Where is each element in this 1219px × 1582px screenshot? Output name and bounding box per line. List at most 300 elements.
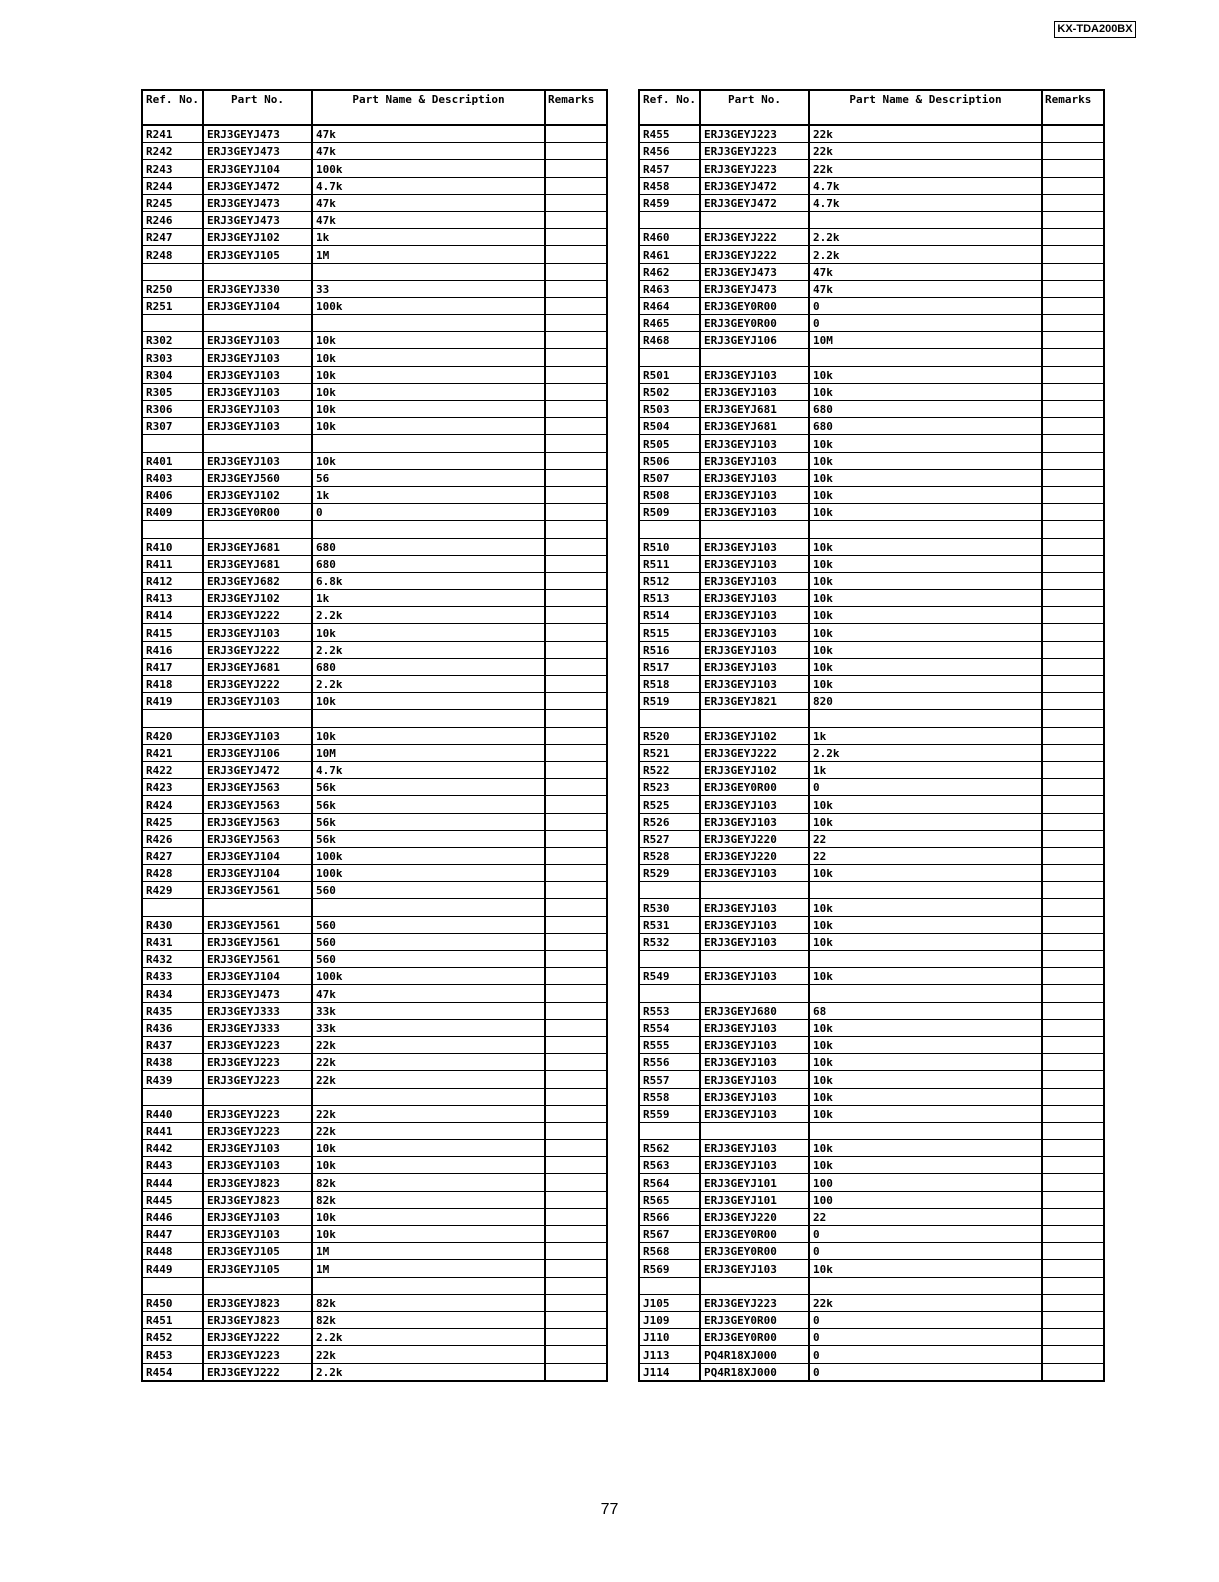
cell-remarks — [545, 985, 607, 1002]
cell-ref-no: R508 — [639, 486, 700, 503]
cell-description: 680 — [312, 658, 545, 675]
cell-description — [312, 435, 545, 452]
cell-ref-no — [639, 1122, 700, 1139]
cell-description: 10k — [312, 418, 545, 435]
cell-remarks — [1042, 624, 1104, 641]
cell-description: 1k — [809, 727, 1042, 744]
cell-remarks — [1042, 383, 1104, 400]
cell-part-no: ERJ3GEY0R00 — [700, 1311, 809, 1328]
cell-ref-no: R566 — [639, 1208, 700, 1225]
table-row — [142, 658, 607, 675]
cell-description: 4.7k — [809, 177, 1042, 194]
cell-remarks — [545, 1191, 607, 1208]
cell-part-no: ERJ3GEYJ103 — [203, 1157, 312, 1174]
cell-remarks — [545, 229, 607, 246]
cell-description: 2.2k — [312, 1329, 545, 1346]
cell-description: 22k — [809, 1294, 1042, 1311]
cell-description: 56k — [312, 796, 545, 813]
table-row — [142, 332, 607, 349]
cell-remarks — [545, 1226, 607, 1243]
cell-description: 10k — [809, 624, 1042, 641]
cell-part-no: ERJ3GEYJ103 — [203, 624, 312, 641]
cell-remarks — [545, 349, 607, 366]
cell-part-no: ERJ3GEYJ103 — [700, 1071, 809, 1088]
table-header-row — [639, 90, 1104, 125]
cell-description: 10k — [809, 658, 1042, 675]
cell-description: 560 — [312, 951, 545, 968]
table-row — [639, 1071, 1104, 1088]
cell-part-no: PQ4R18XJ000 — [700, 1363, 809, 1381]
cell-ref-no: R516 — [639, 641, 700, 658]
cell-part-no — [700, 985, 809, 1002]
cell-description: 560 — [312, 933, 545, 950]
cell-remarks — [1042, 1036, 1104, 1053]
cell-part-no: ERJ3GEYJ682 — [203, 572, 312, 589]
cell-part-no: ERJ3GEYJ106 — [700, 332, 809, 349]
cell-description: 68 — [809, 1002, 1042, 1019]
cell-remarks — [545, 1260, 607, 1277]
table-row — [639, 1363, 1104, 1381]
cell-remarks — [545, 796, 607, 813]
cell-remarks — [1042, 882, 1104, 899]
table-row — [142, 1036, 607, 1053]
table-row — [142, 366, 607, 383]
cell-part-no — [700, 349, 809, 366]
cell-description: 10k — [809, 813, 1042, 830]
cell-remarks — [1042, 830, 1104, 847]
table-row — [639, 1002, 1104, 1019]
cell-remarks — [1042, 676, 1104, 693]
table-row — [639, 951, 1104, 968]
cell-remarks — [1042, 160, 1104, 177]
cell-remarks — [1042, 125, 1104, 143]
cell-ref-no: R449 — [142, 1260, 203, 1277]
cell-ref-no: R518 — [639, 676, 700, 693]
cell-remarks — [545, 641, 607, 658]
table-row — [639, 1036, 1104, 1053]
cell-remarks — [545, 211, 607, 228]
table-row — [639, 761, 1104, 778]
cell-ref-no: R410 — [142, 538, 203, 555]
table-row — [142, 572, 607, 589]
cell-description: 0 — [809, 1243, 1042, 1260]
table-row — [639, 401, 1104, 418]
cell-ref-no: R245 — [142, 194, 203, 211]
cell-description: 0 — [809, 1363, 1042, 1381]
cell-part-no: ERJ3GEYJ103 — [203, 727, 312, 744]
cell-description — [312, 1277, 545, 1294]
table-row — [142, 1191, 607, 1208]
table-row — [142, 452, 607, 469]
cell-ref-no — [639, 951, 700, 968]
cell-remarks — [1042, 229, 1104, 246]
cell-part-no: ERJ3GEYJ103 — [700, 572, 809, 589]
cell-ref-no: R422 — [142, 761, 203, 778]
cell-part-no: ERJ3GEYJ472 — [700, 194, 809, 211]
table-row — [639, 1157, 1104, 1174]
cell-part-no: ERJ3GEY0R00 — [700, 1329, 809, 1346]
cell-remarks — [545, 899, 607, 916]
cell-part-no — [203, 1277, 312, 1294]
cell-ref-no: R556 — [639, 1054, 700, 1071]
cell-ref-no: R568 — [639, 1243, 700, 1260]
cell-part-no: ERJ3GEYJ223 — [700, 125, 809, 143]
cell-ref-no: R554 — [639, 1019, 700, 1036]
table-row — [142, 1311, 607, 1328]
cell-part-no: ERJ3GEYJ563 — [203, 796, 312, 813]
cell-remarks — [1042, 1191, 1104, 1208]
cell-remarks — [545, 830, 607, 847]
table-row — [639, 658, 1104, 675]
cell-remarks — [1042, 1157, 1104, 1174]
cell-remarks — [545, 263, 607, 280]
cell-remarks — [1042, 435, 1104, 452]
table-row — [142, 916, 607, 933]
table-row — [142, 1071, 607, 1088]
cell-remarks — [1042, 1071, 1104, 1088]
cell-description: 10k — [809, 933, 1042, 950]
cell-remarks — [1042, 813, 1104, 830]
cell-part-no: ERJ3GEYJ104 — [203, 160, 312, 177]
cell-part-no: ERJ3GEYJ222 — [203, 607, 312, 624]
cell-remarks — [1042, 555, 1104, 572]
cell-description — [312, 521, 545, 538]
cell-remarks — [545, 710, 607, 727]
table-row — [142, 865, 607, 882]
cell-ref-no: R505 — [639, 435, 700, 452]
cell-part-no: ERJ3GEYJ103 — [700, 865, 809, 882]
cell-description: 10k — [312, 383, 545, 400]
cell-remarks — [545, 297, 607, 314]
cell-remarks — [1042, 280, 1104, 297]
cell-description: 47k — [312, 143, 545, 160]
cell-ref-no: R464 — [639, 297, 700, 314]
table-row — [639, 504, 1104, 521]
cell-ref-no: R504 — [639, 418, 700, 435]
cell-remarks — [1042, 779, 1104, 796]
cell-remarks — [1042, 366, 1104, 383]
cell-description: 10M — [312, 744, 545, 761]
cell-ref-no: R441 — [142, 1122, 203, 1139]
table-row — [639, 177, 1104, 194]
cell-description: 10k — [809, 1054, 1042, 1071]
cell-part-no: ERJ3GEYJ223 — [203, 1122, 312, 1139]
table-row — [142, 418, 607, 435]
cell-remarks — [1042, 933, 1104, 950]
header-description: Part Name & Description — [312, 90, 545, 125]
cell-part-no: ERJ3GEYJ103 — [700, 676, 809, 693]
cell-ref-no: R510 — [639, 538, 700, 555]
cell-description: 560 — [312, 916, 545, 933]
cell-ref-no — [639, 1277, 700, 1294]
cell-description: 1k — [312, 486, 545, 503]
table-row — [142, 1329, 607, 1346]
cell-part-no: ERJ3GEYJ103 — [700, 538, 809, 555]
cell-description: 4.7k — [312, 177, 545, 194]
cell-ref-no: R450 — [142, 1294, 203, 1311]
cell-ref-no: R503 — [639, 401, 700, 418]
table-row — [142, 1277, 607, 1294]
table-row — [639, 263, 1104, 280]
cell-ref-no: R306 — [142, 401, 203, 418]
cell-part-no: ERJ3GEYJ104 — [203, 968, 312, 985]
cell-part-no: ERJ3GEYJ106 — [203, 744, 312, 761]
header-remarks: Remarks — [1042, 90, 1104, 125]
cell-ref-no: R529 — [639, 865, 700, 882]
table-row — [639, 624, 1104, 641]
table-row — [639, 315, 1104, 332]
cell-description: 100 — [809, 1191, 1042, 1208]
cell-ref-no: R420 — [142, 727, 203, 744]
table-row — [142, 882, 607, 899]
cell-part-no: ERJ3GEYJ103 — [700, 916, 809, 933]
cell-description: 0 — [809, 1226, 1042, 1243]
cell-part-no: ERJ3GEYJ103 — [700, 1019, 809, 1036]
table-row — [142, 435, 607, 452]
cell-ref-no: R417 — [142, 658, 203, 675]
cell-part-no: ERJ3GEYJ103 — [203, 383, 312, 400]
cell-ref-no: R517 — [639, 658, 700, 675]
table-row — [142, 951, 607, 968]
cell-remarks — [1042, 538, 1104, 555]
cell-remarks — [545, 177, 607, 194]
cell-remarks — [545, 332, 607, 349]
table-row — [142, 1226, 607, 1243]
cell-remarks — [1042, 332, 1104, 349]
cell-ref-no: R429 — [142, 882, 203, 899]
cell-ref-no: R569 — [639, 1260, 700, 1277]
table-row — [639, 555, 1104, 572]
cell-part-no: ERJ3GEYJ223 — [203, 1054, 312, 1071]
cell-part-no: ERJ3GEYJ103 — [700, 624, 809, 641]
header-part-no: Part No. — [203, 90, 312, 125]
cell-part-no: ERJ3GEYJ222 — [203, 641, 312, 658]
cell-description: 2.2k — [809, 229, 1042, 246]
cell-remarks — [1042, 590, 1104, 607]
cell-remarks — [1042, 761, 1104, 778]
cell-part-no: ERJ3GEYJ103 — [700, 641, 809, 658]
cell-remarks — [1042, 401, 1104, 418]
cell-remarks — [545, 916, 607, 933]
cell-ref-no: R409 — [142, 504, 203, 521]
table-row — [142, 1260, 607, 1277]
cell-part-no: ERJ3GEYJ102 — [700, 727, 809, 744]
cell-remarks — [545, 968, 607, 985]
cell-remarks — [545, 1277, 607, 1294]
table-row — [639, 1191, 1104, 1208]
cell-ref-no: R427 — [142, 847, 203, 864]
table-row — [142, 229, 607, 246]
header-description: Part Name & Description — [809, 90, 1042, 125]
cell-ref-no: R459 — [639, 194, 700, 211]
cell-ref-no: R523 — [639, 779, 700, 796]
table-row — [142, 607, 607, 624]
cell-part-no: ERJ3GEYJ222 — [700, 744, 809, 761]
cell-remarks — [545, 933, 607, 950]
cell-ref-no — [639, 985, 700, 1002]
cell-remarks — [545, 315, 607, 332]
cell-remarks — [545, 1002, 607, 1019]
cell-description: 10k — [809, 796, 1042, 813]
table-row — [142, 1363, 607, 1381]
cell-remarks — [545, 847, 607, 864]
cell-remarks — [545, 1346, 607, 1363]
cell-part-no: ERJ3GEYJ823 — [203, 1174, 312, 1191]
cell-remarks — [1042, 297, 1104, 314]
cell-remarks — [1042, 1311, 1104, 1328]
cell-description — [312, 1088, 545, 1105]
cell-remarks — [1042, 693, 1104, 710]
cell-part-no: ERJ3GEYJ103 — [203, 366, 312, 383]
cell-remarks — [545, 160, 607, 177]
cell-ref-no: R451 — [142, 1311, 203, 1328]
cell-part-no: ERJ3GEYJ563 — [203, 830, 312, 847]
cell-remarks — [545, 1140, 607, 1157]
cell-description: 10k — [809, 641, 1042, 658]
cell-ref-no: R412 — [142, 572, 203, 589]
cell-remarks — [545, 1363, 607, 1381]
table-row — [639, 1311, 1104, 1328]
cell-part-no: ERJ3GEYJ102 — [700, 761, 809, 778]
cell-ref-no: R423 — [142, 779, 203, 796]
cell-ref-no: R458 — [639, 177, 700, 194]
cell-ref-no: R501 — [639, 366, 700, 383]
cell-ref-no: R528 — [639, 847, 700, 864]
page-number: 77 — [600, 1501, 619, 1518]
cell-part-no: ERJ3GEYJ103 — [700, 366, 809, 383]
cell-remarks — [1042, 246, 1104, 263]
cell-ref-no — [142, 315, 203, 332]
table-row — [639, 383, 1104, 400]
cell-part-no: ERJ3GEYJ472 — [203, 177, 312, 194]
table-row — [142, 1346, 607, 1363]
cell-description: 2.2k — [809, 744, 1042, 761]
cell-part-no: ERJ3GEYJ104 — [203, 297, 312, 314]
cell-part-no: ERJ3GEYJ105 — [203, 246, 312, 263]
cell-ref-no: R455 — [639, 125, 700, 143]
cell-ref-no: R452 — [142, 1329, 203, 1346]
cell-ref-no: R305 — [142, 383, 203, 400]
table-row — [142, 383, 607, 400]
table-row — [639, 1277, 1104, 1294]
cell-part-no: ERJ3GEYJ223 — [700, 160, 809, 177]
cell-ref-no: R416 — [142, 641, 203, 658]
cell-description: 10k — [809, 469, 1042, 486]
parts-table-left — [141, 89, 608, 1382]
table-row — [142, 761, 607, 778]
cell-description: 2.2k — [809, 246, 1042, 263]
cell-ref-no: R426 — [142, 830, 203, 847]
cell-remarks — [1042, 1002, 1104, 1019]
cell-part-no: ERJ3GEYJ223 — [203, 1105, 312, 1122]
cell-part-no: ERJ3GEYJ103 — [700, 1260, 809, 1277]
cell-part-no: ERJ3GEYJ473 — [203, 211, 312, 228]
cell-description — [809, 521, 1042, 538]
table-header-row — [142, 90, 607, 125]
cell-ref-no: R468 — [639, 332, 700, 349]
cell-description — [809, 882, 1042, 899]
table-row — [639, 349, 1104, 366]
cell-part-no: ERJ3GEYJ103 — [203, 693, 312, 710]
table-row — [142, 1243, 607, 1260]
cell-ref-no: R437 — [142, 1036, 203, 1053]
cell-part-no: ERJ3GEYJ105 — [203, 1243, 312, 1260]
cell-part-no: ERJ3GEYJ821 — [700, 693, 809, 710]
table-row — [142, 847, 607, 864]
cell-description: 10k — [312, 727, 545, 744]
table-row — [639, 1122, 1104, 1139]
cell-description: 22 — [809, 830, 1042, 847]
cell-ref-no: R445 — [142, 1191, 203, 1208]
cell-description: 10k — [809, 366, 1042, 383]
table-row — [142, 297, 607, 314]
cell-description: 10k — [809, 572, 1042, 589]
table-row — [142, 590, 607, 607]
cell-part-no: ERJ3GEYJ103 — [203, 332, 312, 349]
table-row — [142, 899, 607, 916]
table-row — [639, 572, 1104, 589]
cell-remarks — [545, 572, 607, 589]
cell-description: 56k — [312, 830, 545, 847]
table-row — [639, 1105, 1104, 1122]
table-row — [639, 280, 1104, 297]
cell-ref-no: R251 — [142, 297, 203, 314]
cell-description: 1k — [312, 229, 545, 246]
cell-ref-no: R435 — [142, 1002, 203, 1019]
cell-part-no: ERJ3GEYJ473 — [203, 143, 312, 160]
cell-remarks — [545, 1088, 607, 1105]
cell-description: 10k — [809, 590, 1042, 607]
cell-ref-no — [142, 710, 203, 727]
cell-description: 0 — [809, 1311, 1042, 1328]
cell-part-no: ERJ3GEY0R00 — [700, 779, 809, 796]
cell-part-no: PQ4R18XJ000 — [700, 1346, 809, 1363]
cell-remarks — [1042, 1208, 1104, 1225]
cell-part-no: ERJ3GEYJ103 — [700, 1157, 809, 1174]
cell-remarks — [545, 624, 607, 641]
table-row — [142, 1208, 607, 1225]
table-row — [639, 607, 1104, 624]
cell-ref-no: R247 — [142, 229, 203, 246]
table-row — [639, 916, 1104, 933]
table-row — [639, 452, 1104, 469]
cell-ref-no: R509 — [639, 504, 700, 521]
cell-ref-no: R461 — [639, 246, 700, 263]
cell-description: 4.7k — [312, 761, 545, 778]
cell-remarks — [545, 951, 607, 968]
cell-ref-no: R565 — [639, 1191, 700, 1208]
header-ref-no: Ref. No. — [639, 90, 700, 125]
cell-remarks — [1042, 1122, 1104, 1139]
cell-part-no: ERJ3GEYJ103 — [700, 486, 809, 503]
table-row — [639, 882, 1104, 899]
table-row — [142, 1105, 607, 1122]
cell-remarks — [1042, 1260, 1104, 1277]
cell-remarks — [545, 607, 607, 624]
cell-ref-no: R401 — [142, 452, 203, 469]
cell-description: 10k — [809, 538, 1042, 555]
cell-description: 2.2k — [312, 1363, 545, 1381]
cell-remarks — [1042, 865, 1104, 882]
cell-part-no: ERJ3GEYJ104 — [203, 847, 312, 864]
cell-description: 10k — [312, 332, 545, 349]
cell-part-no: ERJ3GEY0R00 — [700, 315, 809, 332]
cell-description: 0 — [809, 779, 1042, 796]
cell-remarks — [545, 125, 607, 143]
cell-ref-no: R302 — [142, 332, 203, 349]
cell-description — [809, 211, 1042, 228]
cell-description: 82k — [312, 1174, 545, 1191]
